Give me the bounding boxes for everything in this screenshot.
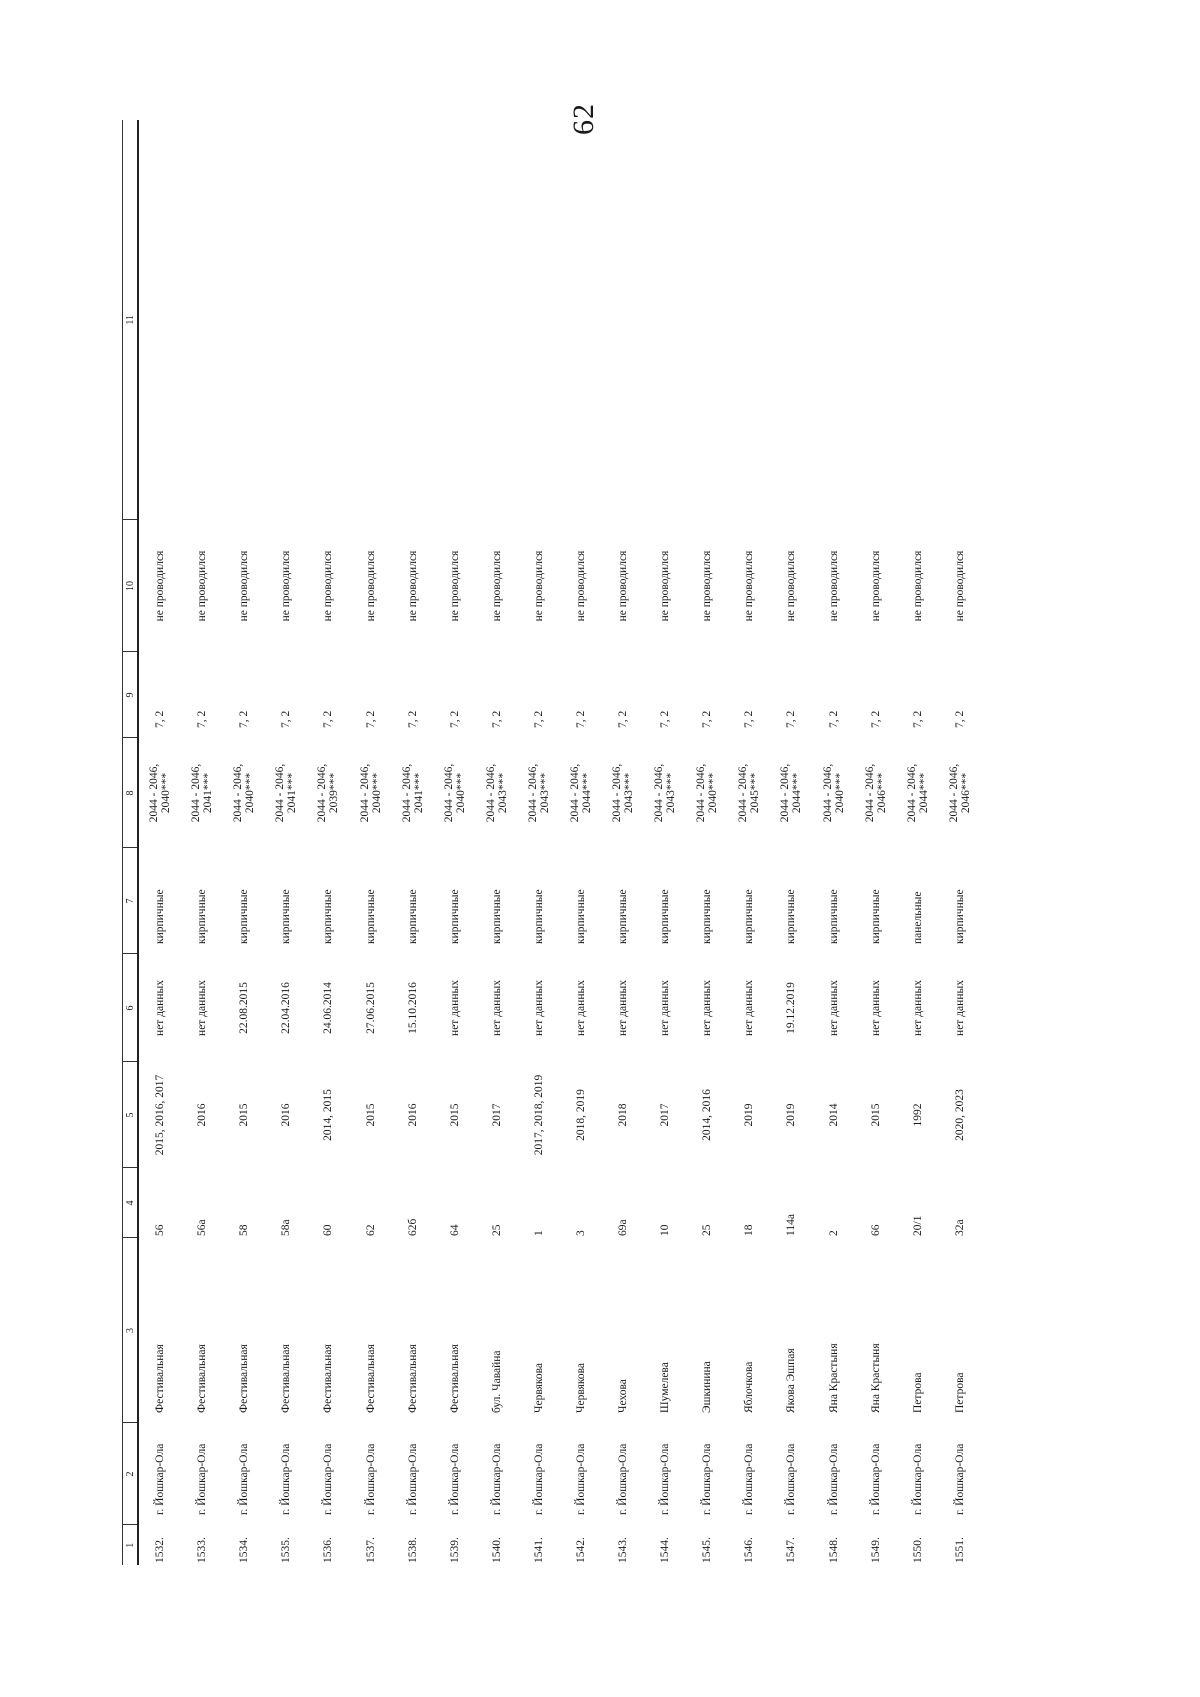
date-cell: нет данных <box>532 980 545 1036</box>
date-cell: нет данных <box>701 980 714 1036</box>
row-number-cell: 1538. <box>406 1537 419 1563</box>
locality-cell: г. Йошкар-Ола <box>154 1443 167 1515</box>
column-number: 11 <box>123 120 139 520</box>
date-cell: нет данных <box>911 980 924 1036</box>
period-year: 2044*** <box>580 772 593 814</box>
period-range: 2044 - 2046, <box>274 763 287 823</box>
street-cell: Фестивальная <box>406 1344 419 1413</box>
period-range: 2044 - 2046, <box>442 763 455 823</box>
years-cell: 2020, 2023 <box>953 1089 966 1141</box>
column-number: 10 <box>123 520 139 652</box>
house-number-cell: 32а <box>953 1219 966 1236</box>
wall-material-cell: кирпичные <box>659 889 672 944</box>
inspection-cell: не проводился <box>406 550 419 622</box>
note-cell <box>897 120 939 520</box>
note-cell <box>728 120 770 520</box>
years-cell: 1992 <box>911 1103 924 1127</box>
date-cell: нет данных <box>574 980 587 1036</box>
date-cell: нет данных <box>743 980 756 1036</box>
code-cell: 7, 2 <box>490 710 503 728</box>
wall-material-cell: кирпичные <box>448 889 461 944</box>
period-range: 2044 - 2046, <box>232 763 245 823</box>
house-number-cell: 3 <box>574 1230 587 1236</box>
table-row <box>223 120 265 1565</box>
note-cell <box>855 120 897 520</box>
inspection-cell: не проводился <box>364 550 377 622</box>
years-cell: 2019 <box>743 1103 756 1127</box>
row-number-cell: 1543. <box>617 1537 630 1563</box>
period-cell <box>518 738 560 848</box>
period-range: 2044 - 2046, <box>779 763 792 823</box>
wall-material-cell: кирпичные <box>196 889 209 944</box>
inspection-cell: не проводился <box>827 550 840 622</box>
locality-cell: г. Йошкар-Ола <box>322 1443 335 1515</box>
street-cell: Фестивальная <box>196 1344 209 1413</box>
note-cell <box>518 120 560 520</box>
row-number-cell: 1542. <box>574 1537 587 1563</box>
code-cell: 7, 2 <box>743 710 756 728</box>
period-cell <box>644 738 686 848</box>
table-row <box>518 120 560 1565</box>
code-cell: 7, 2 <box>448 710 461 728</box>
table-row <box>897 120 939 1565</box>
house-number-cell: 114а <box>785 1214 798 1236</box>
date-cell: нет данных <box>953 980 966 1036</box>
register-table-container <box>122 120 1002 1565</box>
period-cell <box>602 738 644 848</box>
street-cell: Яна Крастыня <box>869 1343 882 1413</box>
column-number: 4 <box>123 1168 139 1238</box>
wall-material-cell: кирпичные <box>322 889 335 944</box>
street-cell: Якова Эшпая <box>785 1348 798 1413</box>
note-cell <box>138 120 181 520</box>
locality-cell: г. Йошкар-Ола <box>617 1443 630 1515</box>
period-cell <box>560 738 602 848</box>
period-cell <box>392 738 434 848</box>
period-range: 2044 - 2046, <box>737 763 750 823</box>
period-year: 2041*** <box>286 772 299 814</box>
code-cell: 7, 2 <box>617 710 630 728</box>
house-number-cell: 62 <box>364 1224 377 1236</box>
date-cell: нет данных <box>659 980 672 1036</box>
code-cell: 7, 2 <box>574 710 587 728</box>
inspection-cell: не проводился <box>532 550 545 622</box>
table-row <box>476 120 518 1565</box>
table-row <box>392 120 434 1565</box>
inspection-cell: не проводился <box>785 550 798 622</box>
date-cell: нет данных <box>490 980 503 1036</box>
locality-cell: г. Йошкар-Ола <box>659 1443 672 1515</box>
wall-material-cell: кирпичные <box>238 889 251 944</box>
house-number-cell: 56а <box>196 1219 209 1236</box>
date-cell: нет данных <box>448 980 461 1036</box>
wall-material-cell: кирпичные <box>532 889 545 944</box>
house-number-cell: 60 <box>322 1224 335 1236</box>
note-cell <box>560 120 602 520</box>
years-cell: 2016 <box>406 1103 419 1127</box>
note-cell <box>813 120 855 520</box>
years-cell: 2015, 2016, 2017 <box>154 1074 167 1156</box>
period-cell <box>728 738 770 848</box>
inspection-cell: не проводился <box>701 550 714 622</box>
period-year: 2043*** <box>665 772 678 814</box>
period-year: 2043*** <box>496 772 509 814</box>
column-number: 7 <box>123 848 139 954</box>
house-number-cell: 56 <box>154 1224 167 1236</box>
code-cell: 7, 2 <box>322 710 335 728</box>
note-cell <box>223 120 265 520</box>
row-number-cell: 1535. <box>280 1537 293 1563</box>
period-cell <box>476 738 518 848</box>
table-row <box>349 120 391 1565</box>
house-number-cell: 10 <box>659 1224 672 1236</box>
code-cell: 7, 2 <box>785 710 798 728</box>
locality-cell: г. Йошкар-Ола <box>490 1443 503 1515</box>
locality-cell: г. Йошкар-Ола <box>280 1443 293 1515</box>
period-year: 2040*** <box>707 772 720 814</box>
period-cell <box>939 738 981 848</box>
note-cell <box>434 120 476 520</box>
street-cell: Шумелева <box>659 1362 672 1413</box>
period-range: 2044 - 2046, <box>695 763 708 823</box>
years-cell: 2016 <box>280 1103 293 1127</box>
code-cell: 7, 2 <box>406 710 419 728</box>
table-row <box>307 120 349 1565</box>
wall-material-cell: кирпичные <box>953 889 966 944</box>
row-number-cell: 1534. <box>238 1537 251 1563</box>
inspection-cell: не проводился <box>659 550 672 622</box>
code-cell: 7, 2 <box>701 710 714 728</box>
date-cell: нет данных <box>196 980 209 1036</box>
row-number-cell: 1536. <box>322 1537 335 1563</box>
period-cell <box>181 738 223 848</box>
locality-cell: г. Йошкар-Ола <box>827 1443 840 1515</box>
street-cell: Яблочкова <box>743 1361 756 1413</box>
row-number-cell: 1549. <box>869 1537 882 1563</box>
locality-cell: г. Йошкар-Ола <box>785 1443 798 1515</box>
period-range: 2044 - 2046, <box>821 763 834 823</box>
period-year: 2041*** <box>412 772 425 814</box>
period-range: 2044 - 2046, <box>653 763 666 823</box>
street-cell: Фестивальная <box>238 1344 251 1413</box>
years-cell: 2017 <box>659 1103 672 1127</box>
register-table <box>122 120 981 1565</box>
locality-cell: г. Йошкар-Ола <box>196 1443 209 1515</box>
column-number: 2 <box>123 1423 139 1525</box>
note-cell <box>392 120 434 520</box>
inspection-cell: не проводился <box>154 550 167 622</box>
code-cell: 7, 2 <box>953 710 966 728</box>
code-cell: 7, 2 <box>154 710 167 728</box>
date-cell: 24.06.2014 <box>322 982 335 1034</box>
period-range: 2044 - 2046, <box>400 763 413 823</box>
house-number-cell: 69а <box>617 1219 630 1236</box>
code-cell: 7, 2 <box>827 710 840 728</box>
code-cell: 7, 2 <box>238 710 251 728</box>
locality-cell: г. Йошкар-Ола <box>869 1443 882 1515</box>
period-year: 2040*** <box>160 772 173 814</box>
code-cell: 7, 2 <box>364 710 377 728</box>
row-number-cell: 1550. <box>911 1537 924 1563</box>
date-cell: нет данных <box>617 980 630 1036</box>
house-number-cell: 25 <box>490 1224 503 1236</box>
period-cell <box>265 738 307 848</box>
period-year: 2045*** <box>749 772 762 814</box>
row-number-cell: 1541. <box>532 1537 545 1563</box>
page-number: 62 <box>567 103 600 135</box>
table-row <box>644 120 686 1565</box>
table-row <box>138 120 181 1565</box>
row-number-cell: 1537. <box>364 1537 377 1563</box>
date-cell: нет данных <box>869 980 882 1036</box>
date-cell: нет данных <box>827 980 840 1036</box>
inspection-cell: не проводился <box>196 550 209 622</box>
period-cell <box>770 738 812 848</box>
row-number-cell: 1544. <box>659 1537 672 1563</box>
years-cell: 2018 <box>617 1103 630 1127</box>
period-cell <box>686 738 728 848</box>
street-cell: Фестивальная <box>364 1344 377 1413</box>
street-cell: Чехова <box>617 1379 630 1413</box>
column-number: 5 <box>123 1062 139 1168</box>
inspection-cell: не проводился <box>953 550 966 622</box>
wall-material-cell: кирпичные <box>490 889 503 944</box>
wall-material-cell: кирпичные <box>154 889 167 944</box>
years-cell: 2019 <box>785 1103 798 1127</box>
column-number: 3 <box>123 1238 139 1423</box>
locality-cell: г. Йошкар-Ола <box>743 1443 756 1515</box>
column-number: 9 <box>123 652 139 738</box>
inspection-cell: не проводился <box>448 550 461 622</box>
locality-cell: г. Йошкар-Ола <box>701 1443 714 1515</box>
code-cell: 7, 2 <box>869 710 882 728</box>
note-cell <box>476 120 518 520</box>
house-number-cell: 1 <box>532 1230 545 1236</box>
years-cell: 2015 <box>364 1103 377 1127</box>
house-number-cell: 64 <box>448 1224 461 1236</box>
wall-material-cell: кирпичные <box>869 889 882 944</box>
years-cell: 2014, 2016 <box>701 1089 714 1141</box>
period-range: 2044 - 2046, <box>611 763 624 823</box>
wall-material-cell: кирпичные <box>406 889 419 944</box>
date-cell: 22.08.2015 <box>238 982 251 1034</box>
years-cell: 2017 <box>490 1103 503 1127</box>
table-row <box>813 120 855 1565</box>
period-range: 2044 - 2046, <box>568 763 581 823</box>
period-year: 2044*** <box>791 772 804 814</box>
table-row <box>434 120 476 1565</box>
street-cell: Яна Крастыня <box>827 1343 840 1413</box>
period-range: 2044 - 2046, <box>358 763 371 823</box>
date-cell: 22.04.2016 <box>280 982 293 1034</box>
house-number-cell: 18 <box>743 1224 756 1236</box>
wall-material-cell: панельные <box>911 891 924 944</box>
street-cell: Фестивальная <box>322 1344 335 1413</box>
inspection-cell: не проводился <box>490 550 503 622</box>
period-cell <box>434 738 476 848</box>
years-cell: 2017, 2018, 2019 <box>532 1074 545 1156</box>
period-range: 2044 - 2046, <box>316 763 329 823</box>
date-cell: 15.10.2016 <box>406 982 419 1034</box>
wall-material-cell: кирпичные <box>364 889 377 944</box>
code-cell: 7, 2 <box>196 710 209 728</box>
date-cell: нет данных <box>154 980 167 1036</box>
street-cell: Эшкинина <box>701 1361 714 1413</box>
house-number-cell: 25 <box>701 1224 714 1236</box>
years-cell: 2016 <box>196 1103 209 1127</box>
column-number: 6 <box>123 954 139 1062</box>
locality-cell: г. Йошкар-Ола <box>574 1443 587 1515</box>
wall-material-cell: кирпичные <box>743 889 756 944</box>
period-year: 2040*** <box>833 772 846 814</box>
period-cell <box>223 738 265 848</box>
period-range: 2044 - 2046, <box>526 763 539 823</box>
wall-material-cell: кирпичные <box>574 889 587 944</box>
street-cell: бул. Чавайна <box>490 1350 503 1413</box>
wall-material-cell: кирпичные <box>701 889 714 944</box>
street-cell: Петрова <box>953 1372 966 1413</box>
note-cell <box>770 120 812 520</box>
inspection-cell: не проводился <box>238 550 251 622</box>
house-number-cell: 58а <box>280 1219 293 1236</box>
note-cell <box>181 120 223 520</box>
table-body <box>138 120 981 1565</box>
locality-cell: г. Йошкар-Ола <box>532 1443 545 1515</box>
period-range: 2044 - 2046, <box>190 763 203 823</box>
row-number-cell: 1548. <box>827 1537 840 1563</box>
period-year: 2039*** <box>328 772 341 814</box>
locality-cell: г. Йошкар-Ола <box>364 1443 377 1515</box>
period-year: 2041*** <box>202 772 215 814</box>
house-number-cell: 58 <box>238 1224 251 1236</box>
locality-cell: г. Йошкар-Ола <box>238 1443 251 1515</box>
period-year: 2044*** <box>917 772 930 814</box>
period-cell <box>855 738 897 848</box>
period-year: 2046*** <box>875 772 888 814</box>
row-number-cell: 1547. <box>785 1537 798 1563</box>
street-cell: Фестивальная <box>280 1344 293 1413</box>
code-cell: 7, 2 <box>659 710 672 728</box>
row-number-cell: 1546. <box>743 1537 756 1563</box>
years-cell: 2014, 2015 <box>322 1089 335 1141</box>
note-cell <box>686 120 728 520</box>
period-year: 2043*** <box>623 772 636 814</box>
period-year: 2040*** <box>244 772 257 814</box>
note-cell <box>602 120 644 520</box>
table-row <box>181 120 223 1565</box>
code-cell: 7, 2 <box>532 710 545 728</box>
inspection-cell: не проводился <box>911 550 924 622</box>
column-number: 8 <box>123 738 139 848</box>
wall-material-cell: кирпичные <box>617 889 630 944</box>
wall-material-cell: кирпичные <box>280 889 293 944</box>
locality-cell: г. Йошкар-Ола <box>406 1443 419 1515</box>
wall-material-cell: кирпичные <box>827 889 840 944</box>
street-cell: Петрова <box>911 1372 924 1413</box>
period-range: 2044 - 2046, <box>148 763 161 823</box>
locality-cell: г. Йошкар-Ола <box>448 1443 461 1515</box>
table-row <box>602 120 644 1565</box>
locality-cell: г. Йошкар-Ола <box>953 1443 966 1515</box>
street-cell: Червякова <box>574 1362 587 1413</box>
note-cell <box>265 120 307 520</box>
inspection-cell: не проводился <box>617 550 630 622</box>
street-cell: Червякова <box>532 1362 545 1413</box>
row-number-cell: 1540. <box>490 1537 503 1563</box>
note-cell <box>349 120 391 520</box>
house-number-cell: 66 <box>869 1224 882 1236</box>
inspection-cell: не проводился <box>743 550 756 622</box>
column-number-row <box>123 120 139 1565</box>
date-cell: 19.12.2019 <box>785 982 798 1034</box>
years-cell: 2015 <box>448 1103 461 1127</box>
row-number-cell: 1539. <box>448 1537 461 1563</box>
row-number-cell: 1551. <box>953 1537 966 1563</box>
period-range: 2044 - 2046, <box>863 763 876 823</box>
table-row <box>686 120 728 1565</box>
street-cell: Фестивальная <box>154 1344 167 1413</box>
period-range: 2044 - 2046, <box>905 763 918 823</box>
period-range: 2044 - 2046, <box>947 763 960 823</box>
note-cell <box>644 120 686 520</box>
house-number-cell: 2 <box>827 1230 840 1236</box>
note-cell <box>307 120 349 520</box>
table-row <box>770 120 812 1565</box>
years-cell: 2014 <box>827 1103 840 1127</box>
period-year: 2040*** <box>370 772 383 814</box>
code-cell: 7, 2 <box>280 710 293 728</box>
inspection-cell: не проводился <box>280 550 293 622</box>
years-cell: 2015 <box>238 1103 251 1127</box>
inspection-cell: не проводился <box>574 550 587 622</box>
period-cell <box>138 738 181 848</box>
table-row <box>560 120 602 1565</box>
wall-material-cell: кирпичные <box>785 889 798 944</box>
street-cell: Фестивальная <box>448 1344 461 1413</box>
row-number-cell: 1532. <box>154 1537 167 1563</box>
period-cell <box>307 738 349 848</box>
period-year: 2046*** <box>959 772 972 814</box>
note-cell <box>939 120 981 520</box>
period-cell <box>349 738 391 848</box>
period-cell <box>897 738 939 848</box>
column-number: 1 <box>123 1525 139 1565</box>
house-number-cell: 20/1 <box>911 1215 924 1236</box>
table-row <box>855 120 897 1565</box>
house-number-cell: 62б <box>406 1218 419 1236</box>
inspection-cell: не проводился <box>869 550 882 622</box>
table-row <box>939 120 981 1565</box>
period-year: 2043*** <box>538 772 551 814</box>
table-row <box>265 120 307 1565</box>
period-year: 2040*** <box>454 772 467 814</box>
locality-cell: г. Йошкар-Ола <box>911 1443 924 1515</box>
inspection-cell: не проводился <box>322 550 335 622</box>
table-row <box>728 120 770 1565</box>
years-cell: 2015 <box>869 1103 882 1127</box>
period-cell <box>813 738 855 848</box>
period-range: 2044 - 2046, <box>484 763 497 823</box>
date-cell: 27.06.2015 <box>364 982 377 1034</box>
code-cell: 7, 2 <box>911 710 924 728</box>
row-number-cell: 1533. <box>196 1537 209 1563</box>
years-cell: 2018, 2019 <box>574 1089 587 1141</box>
row-number-cell: 1545. <box>701 1537 714 1563</box>
